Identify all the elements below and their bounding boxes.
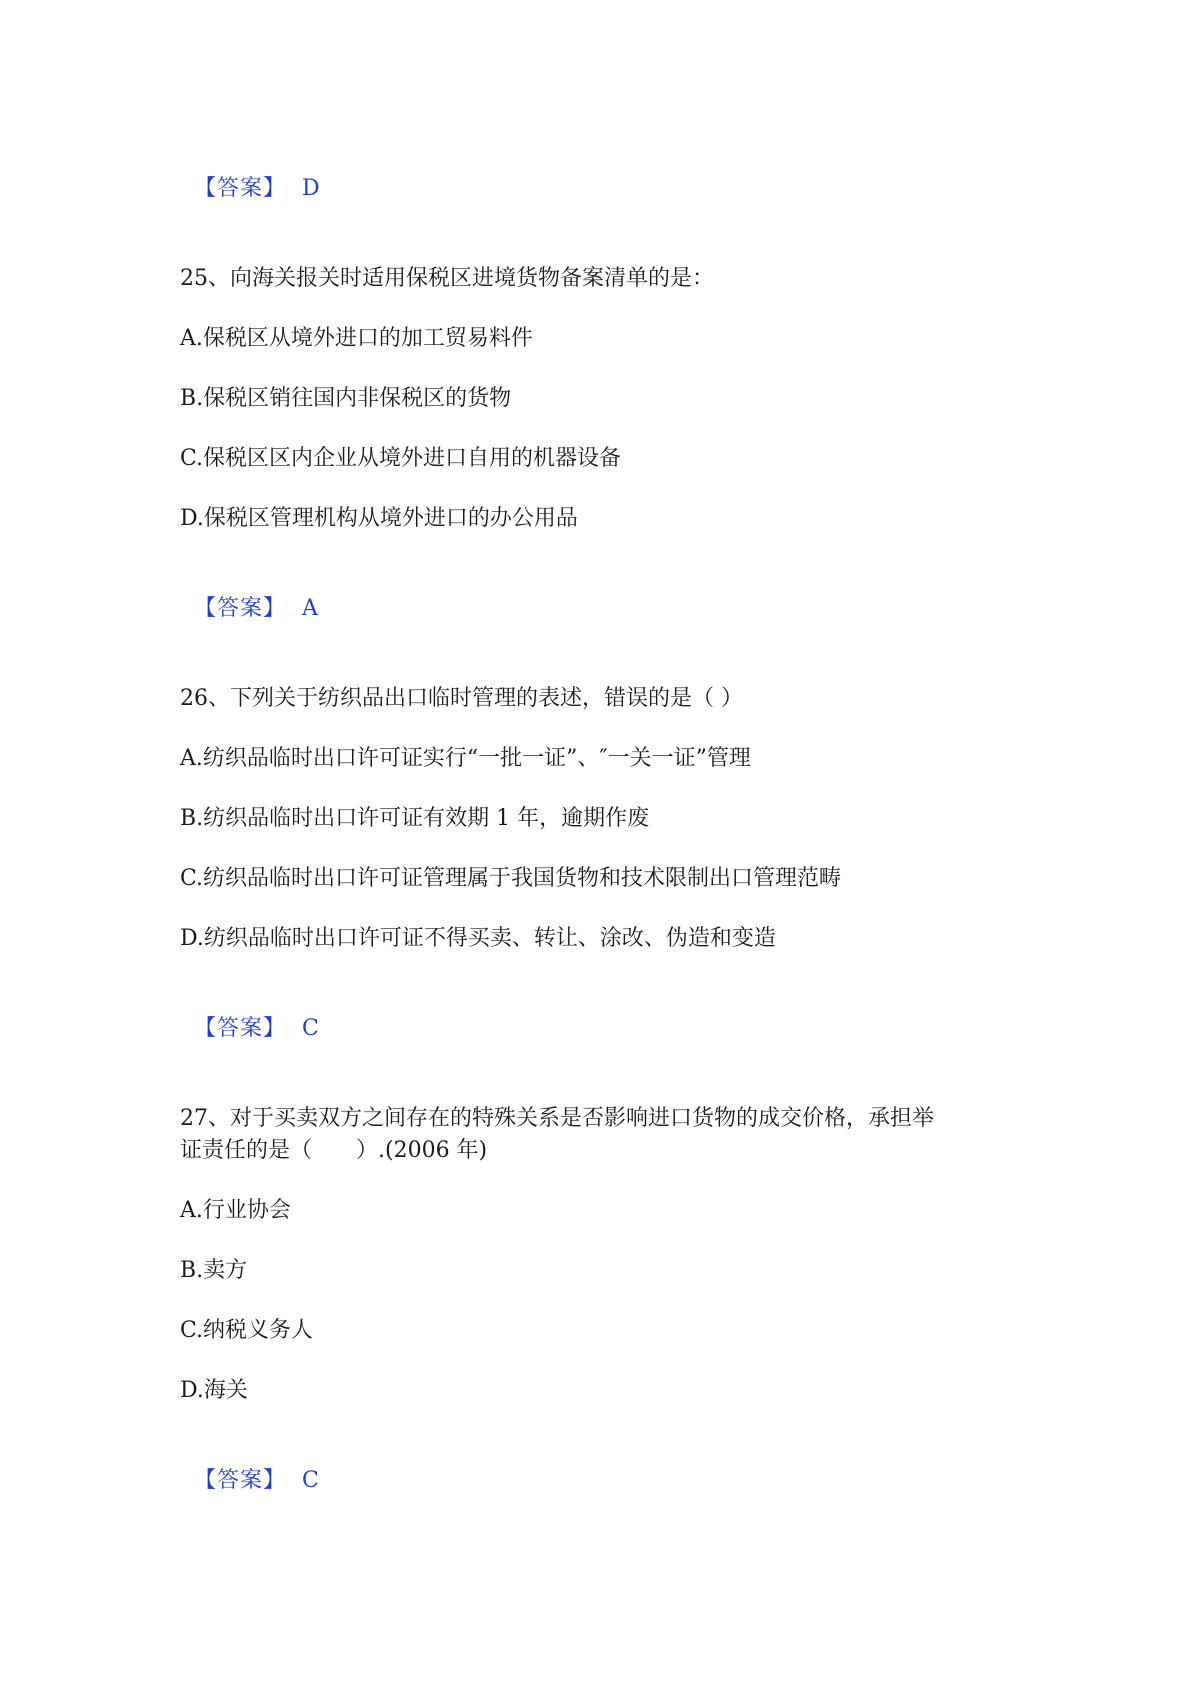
question-25-option-d: D.保税区管理机构从境外进口的办公用品: [180, 506, 578, 531]
answer-label: 【答案】: [194, 596, 287, 621]
question-26-stem: 26、下列关于纺织品出口临时管理的表述，错误的是（ ）: [180, 686, 743, 711]
answer-line-q24: [180, 144, 320, 204]
answer-value: C: [302, 1468, 319, 1493]
answer-label: 【答案】: [194, 1016, 287, 1041]
answer-line-q25: [180, 564, 318, 624]
question-27-option-c: C.纳税义务人: [180, 1318, 314, 1343]
answer-label: 【答案】: [194, 176, 287, 201]
question-26-option-d: D.纺织品临时出口许可证不得买卖、转让、涂改、伪造和变造: [180, 926, 776, 951]
question-27-option-d: D.海关: [180, 1378, 248, 1403]
answer-line-q26: [180, 984, 319, 1044]
question-25-stem: 25、向海关报关时适用保税区进境货物备案清单的是：: [180, 266, 714, 291]
answer-value: D: [302, 176, 320, 201]
answer-line-q27: [180, 1436, 319, 1496]
question-26-option-b: B.纺织品临时出口许可证有效期 1 年，逾期作废: [180, 806, 650, 831]
answer-value: C: [302, 1016, 319, 1041]
question-27-option-a: A.行业协会: [180, 1198, 291, 1223]
question-25-option-a: A.保税区从境外进口的加工贸易料件: [180, 326, 533, 351]
question-27-stem-line2: 证责任的是（ ）.(2006 年): [180, 1138, 488, 1163]
question-26-option-a: A.纺织品临时出口许可证实行“一批一证”、″一关一证”管理: [180, 746, 751, 771]
question-25-option-b: B.保税区销往国内非保税区的货物: [180, 386, 512, 411]
answer-value: A: [302, 596, 318, 621]
question-27-option-b: B.卖方: [180, 1258, 248, 1283]
answer-label: 【答案】: [194, 1468, 287, 1493]
question-27-stem-line1: 27、对于买卖双方之间存在的特殊关系是否影响进口货物的成交价格，承担举: [180, 1106, 934, 1131]
question-26-option-c: C.纺织品临时出口许可证管理属于我国货物和技术限制出口管理范畴: [180, 866, 842, 891]
question-25-option-c: C.保税区区内企业从境外进口自用的机器设备: [180, 446, 622, 471]
